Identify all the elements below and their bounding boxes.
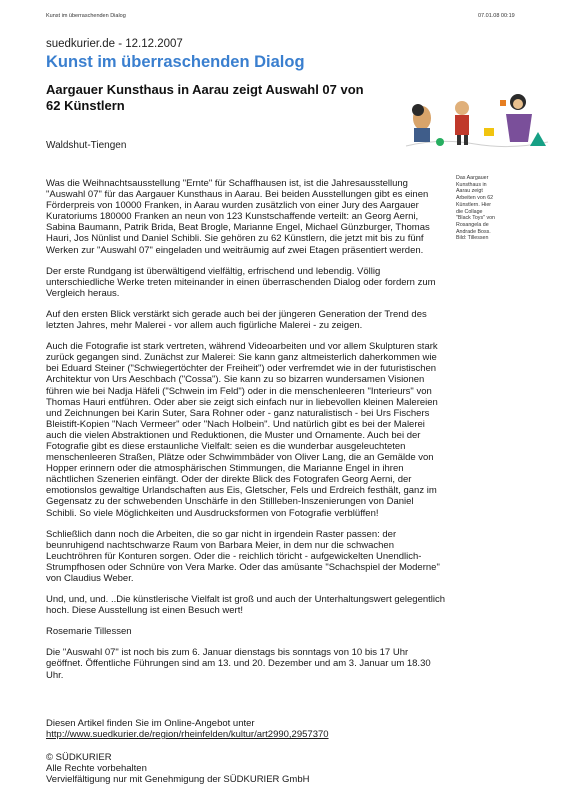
article-paragraph: Und, und, und. ..Die künstlerische Vielfalt ist groß und auch der Unterhaltungswert gelegentlich hoch. Diese Ausstellung ist einen Besuch wert!: [46, 594, 446, 617]
article-body: [46, 178, 446, 691]
article-photo: [400, 80, 550, 162]
article-paragraph: Auf den ersten Blick verstärkt sich gerade auch bei der jüngeren Generation der Trend des letzten Jahres, mehr Malerei - vor allem auch figürliche Malerei - zu zeigen.: [46, 308, 427, 332]
print-header-timestamp: 07.01.08 00:19: [478, 13, 515, 19]
print-header-title: Kunst im überraschenden Dialog: [46, 13, 126, 19]
article-paragraph: Was die Weihnachtsausstellung "Ernte" für Schaffhausen ist, ist die Jahresausstellung "Auswahl 07" für das Aargauer Kunsthaus in Aarau. Bei beiden Ausstellungen gibt es einen Förderpreis von 10000 Franken, in Aarau wurden zusätzlich von einer Jury des Aargauer Kuratoriums 180000 Franken an neun von 123 Kunstschaffende verteilt: an Georg Aerni, Sabina Baumann, Patrik Brida, Beat Brogle, Marianne Engel, Michael Günzburger, Thomas Hauri, Jos Nünlist und Daniel Schibli. Sie gehören zu 62 Künstlern, die jetzt mit bis zu fünf Werken zur "Auswahl 07" eingeladen und weiträumig auf zwei Etagen präsentiert werden.: [46, 178, 430, 256]
online-offer-text: Diesen Artikel finden Sie im Online-Angebot unter: [46, 718, 255, 729]
article-paragraph: Auch die Fotografie ist stark vertreten, während Videoarbeiten und vor allem Skulpturen stark zurück gegangen sind. Zunächst zur Malerei: Sie kann ganz altmeisterlich daherkommen wie bei Eduard Steiner ("Schwiegertöchter der Freiheit") oder verfremdet wie in der futuristischen Architektur von Urs Aeschbach ("Cossa"). Sie kann zu so bizarren wundersamen Visionen führen wie bei Nadja Häfeli ("Schwein im Feld") oder in die menschenleeren "Interieurs" von Thomas Hauri entführen. Oder aber sie zeigt sich einfach nur in liebevollen kleinen Malereien und Zeichnungen bei Karin Suter, Sara Rohner oder - ganz naturalistisch - bei Urs Fischers Bleistift-Kopien "Nach Vermeer" oder "Nach Holbein". Und natürlich gibt es bei der Malerei auch die vielen Abstraktionen und Reduktionen, die Muster und Ornamente. Auch bei der Fotografie gibt es diese erstaunliche Vielfalt: seien es die wunderbar ausgeleuchteten menschenleeren Straßen, Plätze oder Schwimmbäder von Oliver Lang, die an Gemälde von Hopper erinnern oder die atmosphärischen Stimmungen, die Marianne Engel in ihren nächtlichen Szenerien einfängt. Oder der direkte Blick des Fotografen Georg Aerni, der emotionslos gewaltige Urlandschaften aus Eis, Gletscher, Fels und Erdreich festhält, ganz im Gegensatz zu der schwebenden Unschärfe in den Stillleben-Inszenierungen von Daniel Schibli. So viele Möglichkeiten und Ausdrucksformen von Fotografie verblüffen!: [46, 341, 438, 519]
article-paragraph: Schließlich dann noch die Arbeiten, die so gar nicht in irgendein Raster passen: der beunruhigend nachtschwarze Raum von Barbara Meier, in dem nur die schwachen Leuchtröhren für Konturen sorgen. Oder die - reichlich töricht - aufgewickelten Unendlich-Strumpfhosen oder Schnüre von Vera Marke. Oder das amüsante "Schachspiel der Moderne" von Claudius Weber.: [46, 528, 440, 584]
rights-line: Alle Rechte vorbehalten: [46, 763, 147, 774]
article-footer: [46, 718, 466, 785]
source-line: suedkurier.de - 12.12.2007: [46, 38, 183, 50]
collage-figure-left: [412, 104, 431, 142]
article-online-link[interactable]: http://www.suedkurier.de/region/rheinfelden/kultur/art2990,2957370: [46, 729, 329, 740]
reproduction-notice: Vervielfältigung nur mit Genehmigung der SÜDKURIER GmbH: [46, 774, 310, 785]
article-paragraph: Der erste Rundgang ist überwältigend vielfältig, erfrischend und lebendig. Völlig unterschiedliche Werke treten miteinander in einen überraschenden Dialog oder fordern zum Vergleich heraus.: [46, 265, 436, 299]
image-caption: Das Aargauer Kunsthaus in Aarau zeigt Arbeiten von 62 Künstlern. Hier die Collage "Black Toys" von Rosangela de Andrade Boss. Bild: Tillessen: [456, 175, 495, 242]
article-title: Kunst im überraschenden Dialog: [46, 53, 305, 71]
copyright-line: © SÜDKURIER: [46, 752, 112, 763]
opening-hours-note: Die "Auswahl 07" ist noch bis zum 6. Januar dienstags bis sonntags von 10 bis 17 Uhr geöffnet. Öffentliche Führungen sind am 13. und 20. Dezember und am 3. Januar um 18.30 Uhr.: [46, 647, 431, 681]
article-subtitle: Aargauer Kunsthaus in Aarau zeigt Auswahl 07 von 62 Künstlern: [46, 82, 364, 113]
dateline: Waldshut-Tiengen: [46, 140, 127, 151]
article-author: Rosemarie Tillessen: [46, 626, 132, 638]
